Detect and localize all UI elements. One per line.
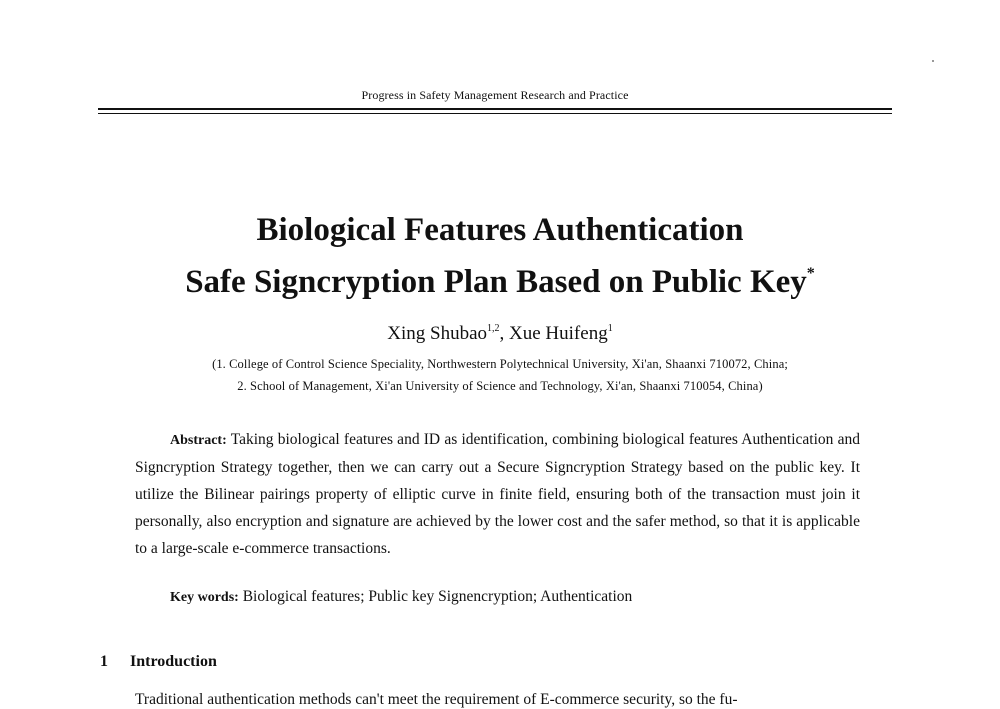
- affiliation-1: (1. College of Control Science Speciality, Northwestern Polytechnical University, Xi'an, Shaanxi 710072, China;: [212, 357, 788, 371]
- header-rule-thick: [98, 108, 892, 110]
- keywords-label: Key words:: [170, 590, 239, 605]
- author-separator: ,: [499, 323, 510, 344]
- title-line-2: [0, 252, 1000, 304]
- page-corner-dot: [932, 60, 934, 62]
- section-heading: [100, 653, 217, 671]
- paper-title: [0, 208, 1000, 304]
- title-line-1: Biological Features Authentication: [256, 212, 744, 248]
- running-header: Progress in Safety Management Research and Practice: [361, 88, 629, 102]
- affiliation-2: 2. School of Management, Xi'an University of Science and Technology, Xi'an, Shaanxi 710054, China): [237, 379, 763, 393]
- header-rule-thin: [98, 113, 892, 114]
- abstract: [135, 426, 860, 562]
- title-line-2-text: Safe Signcryption Plan Based on Public Key: [185, 264, 807, 300]
- author-affil-mark: 1,2: [487, 323, 500, 334]
- section-number: 1: [100, 653, 108, 670]
- author-name: Xue Huifeng: [509, 323, 608, 344]
- title-footnote-mark: *: [806, 265, 815, 282]
- section-title: Introduction: [130, 653, 217, 670]
- keywords-text: Biological features; Public key Signencryption; Authentication: [242, 588, 633, 605]
- intro-paragraph: Traditional authentication methods can't meet the requirement of E-commerce security, so the fu-: [135, 691, 738, 708]
- abstract-label: Abstract:: [170, 433, 227, 448]
- author-list: [0, 323, 1000, 345]
- author-affil-mark: 1: [607, 323, 613, 334]
- keywords: [170, 588, 632, 606]
- abstract-text: Taking biological features and ID as identification, combining biological features Authentication and Signcryption Strategy together, then we can carry out a Secure Signcryption Strategy based on the public key. It utilize the Bilinear pairings property of elliptic curve in finite field, ensuring both of the transaction must join it personally, also encryption and signature are achieved by the lower cost and the safer method, so that it is applicable to a large-scale e-commerce transactions.: [135, 431, 860, 557]
- author-name: Xing Shubao: [387, 323, 488, 344]
